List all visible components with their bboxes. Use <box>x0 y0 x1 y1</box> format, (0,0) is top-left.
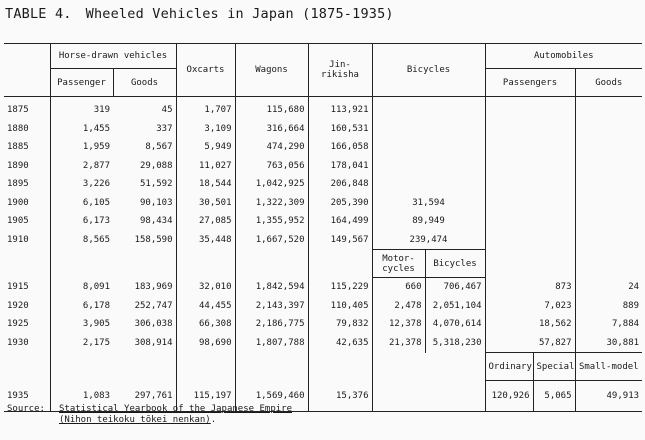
jinrikisha-cell: 113,921 <box>308 97 372 120</box>
goods-header: Goods <box>113 69 176 97</box>
oxcarts-cell: 27,085 <box>176 212 235 231</box>
wagons-cell: 1,355,952 <box>235 212 308 231</box>
year-cell: 1925 <box>7 319 29 330</box>
table-row <box>4 138 642 157</box>
jinrikisha-cell: 206,848 <box>308 175 372 194</box>
table-row <box>4 212 642 231</box>
horse-goods-cell: 337 <box>156 123 173 134</box>
empty-cell <box>235 353 308 381</box>
jinrikisha-cell: 149,567 <box>308 231 372 250</box>
empty-cell <box>50 353 113 381</box>
wagons-header: Wagons <box>235 44 308 97</box>
horse-passenger-cell: 1,455 <box>50 120 113 139</box>
auto-goods-cell <box>575 157 642 176</box>
year-cell: 1875 <box>7 105 29 116</box>
header-row-1 <box>4 44 642 69</box>
horse-passenger-cell: 1,959 <box>50 138 113 157</box>
auto-goods-cell <box>575 231 642 250</box>
horse-passenger-cell: 6,178 <box>50 297 113 316</box>
wagons-cell: 474,290 <box>235 138 308 157</box>
horse-goods-cell: 297,761 <box>113 381 176 412</box>
year-cell: 1910 <box>7 235 29 245</box>
bicycles-cell: 5,318,230 <box>425 334 485 353</box>
year-cell: 1895 <box>7 179 29 190</box>
year-cell: 1905 <box>7 216 29 227</box>
bicycles-cell: 706,467 <box>425 278 485 297</box>
empty-cell <box>4 353 50 381</box>
automobile-subheader-row <box>4 353 642 381</box>
auto-passengers-cell: 18,562 <box>485 315 575 334</box>
auto-passengers-cell <box>485 212 575 231</box>
horse-goods-cell: 183,969 <box>134 282 173 292</box>
horse-goods-cell: 90,103 <box>139 197 173 208</box>
bicycles-cell <box>372 120 485 139</box>
auto-goods-cell: 889 <box>575 297 642 316</box>
horse-passenger-cell: 6,105 <box>50 194 113 213</box>
jinrikisha-cell: 178,041 <box>308 157 372 176</box>
bicycle-subheader-row <box>4 250 642 278</box>
horse-passenger-cell: 8,565 <box>50 231 113 250</box>
empty-cell <box>308 353 372 381</box>
auto-goods-cell <box>575 120 642 139</box>
wagons-cell: 1,322,309 <box>235 194 308 213</box>
table-caption: Wheeled Vehicles in Japan (1875-1935) <box>85 6 394 22</box>
horse-goods-cell: 308,914 <box>134 338 173 348</box>
bicycles-sub-header: Bicycles <box>425 250 485 278</box>
wagons-cell: 115,680 <box>235 97 308 120</box>
table-row <box>4 315 642 334</box>
year-cell: 1915 <box>7 282 29 292</box>
jinrikisha-cell: 110,405 <box>308 297 372 316</box>
table-row <box>4 231 642 250</box>
table-row <box>4 278 642 297</box>
auto-passengers-cell <box>485 120 575 139</box>
auto-goods-cell <box>575 175 642 194</box>
jinrikisha-cell: 164,499 <box>308 212 372 231</box>
horse-goods-cell: 98,434 <box>139 216 173 227</box>
horse-passenger-cell: 6,173 <box>50 212 113 231</box>
auto-passengers-cell <box>485 194 575 213</box>
auto-goods-header: Goods <box>575 69 642 97</box>
table-row <box>4 157 642 176</box>
jinrikisha-header: Jin-rikisha <box>308 44 372 97</box>
empty-cell <box>113 250 176 278</box>
bicycles-cell <box>372 138 485 157</box>
empty-cell <box>50 250 113 278</box>
motorcycles-header: Motor-cycles <box>372 250 425 278</box>
year-cell: 1930 <box>7 338 29 348</box>
motorcycles-cell: 660 <box>372 278 425 297</box>
table-title <box>5 6 394 22</box>
motorcycles-cell: 2,478 <box>372 297 425 316</box>
table-number: TABLE 4. <box>5 6 72 22</box>
table-row <box>4 334 642 353</box>
empty-cell <box>176 250 235 278</box>
automobiles-header: Automobiles <box>485 44 642 69</box>
wagons-cell: 1,842,594 <box>235 278 308 297</box>
auto-goods-cell: 30,881 <box>575 334 642 353</box>
oxcarts-cell: 18,544 <box>176 175 235 194</box>
empty-cell <box>308 250 372 278</box>
oxcarts-cell: 98,690 <box>176 334 235 353</box>
horse-goods-cell: 51,592 <box>139 179 173 190</box>
table-row <box>4 194 642 213</box>
year-cell: 1920 <box>7 300 29 311</box>
empty-cell <box>372 353 485 381</box>
empty-cell <box>113 353 176 381</box>
source-note <box>7 404 292 426</box>
jinrikisha-cell: 160,531 <box>308 120 372 139</box>
auto-passengers-cell <box>485 157 575 176</box>
horse-passenger-cell: 319 <box>50 97 113 120</box>
oxcarts-header: Oxcarts <box>176 44 235 97</box>
oxcarts-cell: 66,308 <box>176 315 235 334</box>
horse-passenger-cell: 3,226 <box>50 175 113 194</box>
year-cell: 1935 <box>4 381 50 412</box>
year-cell: 1885 <box>7 142 29 153</box>
auto-passengers-cell: 57,827 <box>485 334 575 353</box>
auto-passengers-cell <box>485 97 575 120</box>
source-label: Source: <box>7 404 45 414</box>
source-title: Statistical Yearbook of the Japanese Empire <box>59 404 292 414</box>
jinrikisha-cell: 42,635 <box>308 334 372 353</box>
horse-goods-cell: 45 <box>161 105 173 116</box>
auto-passengers-cell <box>485 250 575 278</box>
empty-cell <box>176 353 235 381</box>
bicycles-cell <box>372 157 485 176</box>
oxcarts-cell: 44,455 <box>176 297 235 316</box>
special-header: Special <box>533 353 575 381</box>
source-japanese-title: (Nihon teikoku tōkei nenkan) <box>59 415 211 425</box>
small-model-header: Small-model <box>575 353 642 381</box>
jinrikisha-cell: 205,390 <box>308 194 372 213</box>
auto-goods-cell <box>575 212 642 231</box>
motorcycles-cell: 21,378 <box>372 334 425 353</box>
small-model-cell: 49,913 <box>575 381 642 412</box>
wagons-cell: 1,667,520 <box>235 231 308 250</box>
bicycles-cell: 2,051,104 <box>425 297 485 316</box>
oxcarts-cell: 11,027 <box>176 157 235 176</box>
horse-goods-cell: 252,747 <box>134 300 173 311</box>
oxcarts-cell: 1,707 <box>176 97 235 120</box>
auto-goods-cell <box>575 194 642 213</box>
bicycles-cell: 4,070,614 <box>425 315 485 334</box>
horse-goods-cell: 306,038 <box>134 319 173 330</box>
auto-goods-cell <box>575 138 642 157</box>
horse-goods-cell: 29,088 <box>139 160 173 171</box>
ordinary-cell: 120,926 <box>485 381 533 412</box>
table-row <box>4 175 642 194</box>
oxcarts-cell: 35,448 <box>176 231 235 250</box>
bicycles-cell: 239,474 <box>372 231 485 250</box>
auto-passengers-cell <box>485 175 575 194</box>
source-period: . <box>210 415 217 425</box>
bicycles-cell: 31,594 <box>372 194 485 213</box>
horse-goods-cell: 158,590 <box>134 235 173 245</box>
ordinary-header: Ordinary <box>485 353 533 381</box>
horse-passenger-cell: 2,175 <box>50 334 113 353</box>
horse-passenger-cell: 3,905 <box>50 315 113 334</box>
horse-passenger-cell: 8,091 <box>50 278 113 297</box>
horse-goods-cell: 8,567 <box>145 142 173 153</box>
oxcarts-cell: 3,109 <box>176 120 235 139</box>
wagons-cell: 2,143,397 <box>235 297 308 316</box>
year-cell: 1890 <box>7 160 29 171</box>
bicycles-cell <box>372 97 485 120</box>
oxcarts-cell: 32,010 <box>176 278 235 297</box>
auto-passengers-header: Passengers <box>485 69 575 97</box>
wagons-cell: 1,042,925 <box>235 175 308 194</box>
table-row <box>4 97 642 120</box>
auto-goods-cell <box>575 250 642 278</box>
bicycles-cell: 89,949 <box>372 212 485 231</box>
bicycles-cell <box>372 175 485 194</box>
auto-goods-cell: 24 <box>575 278 642 297</box>
horse-passenger-cell: 1,083 <box>50 381 113 412</box>
bicycles-header: Bicycles <box>372 44 485 97</box>
auto-passengers-cell: 7,023 <box>485 297 575 316</box>
horse-passenger-cell: 2,877 <box>50 157 113 176</box>
year-cell: 1900 <box>7 197 29 208</box>
horse-drawn-header: Horse-drawn vehicles <box>50 44 176 69</box>
jinrikisha-cell: 15,376 <box>308 381 372 412</box>
year-cell: 1880 <box>7 123 29 134</box>
year-header <box>4 44 50 97</box>
auto-passengers-cell <box>485 138 575 157</box>
jinrikisha-cell: 79,832 <box>308 315 372 334</box>
passenger-header: Passenger <box>50 69 113 97</box>
wagons-cell: 763,056 <box>235 157 308 176</box>
empty-cell <box>4 250 50 278</box>
oxcarts-cell: 115,197 <box>176 381 235 412</box>
table-row <box>4 297 642 316</box>
wagons-cell: 2,186,775 <box>235 315 308 334</box>
auto-goods-cell: 7,884 <box>575 315 642 334</box>
auto-goods-cell <box>575 97 642 120</box>
auto-passengers-cell <box>485 231 575 250</box>
vehicles-table <box>4 43 642 412</box>
jinrikisha-cell: 166,058 <box>308 138 372 157</box>
wagons-cell: 316,664 <box>235 120 308 139</box>
wagons-cell: 1,807,788 <box>235 334 308 353</box>
oxcarts-cell: 5,949 <box>176 138 235 157</box>
wagons-cell: 1,569,460 <box>235 381 308 412</box>
empty-cell <box>235 250 308 278</box>
oxcarts-cell: 30,501 <box>176 194 235 213</box>
special-cell: 5,065 <box>533 381 575 412</box>
motorcycles-cell: 12,378 <box>372 315 425 334</box>
bicycles-cell <box>372 381 485 412</box>
auto-passengers-cell: 873 <box>485 278 575 297</box>
jinrikisha-cell: 115,229 <box>308 278 372 297</box>
table-row <box>4 120 642 139</box>
